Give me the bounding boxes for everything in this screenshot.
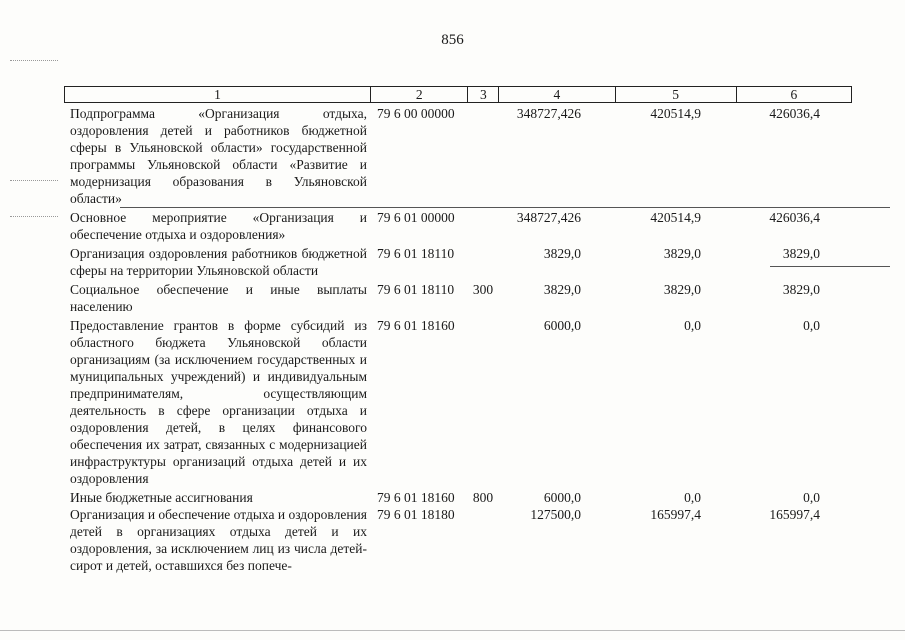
row-name: Основное мероприятие «Организация и обеспечение отдыха и оздоровления» <box>70 210 367 242</box>
table-row <box>64 245 852 279</box>
row-value-2021: 426036,4 <box>769 106 820 121</box>
row-type <box>468 105 498 207</box>
row-value-2020: 3829,0 <box>663 282 701 297</box>
row-value-2020: 165997,4 <box>650 507 701 522</box>
row-name: Организация и обеспечение отдыха и оздоровления детей в организациях отдыха детей и их оздоровления, за исключением лиц из числа детей-сирот и детей, оставшихся без попече- <box>70 507 367 573</box>
row-type <box>468 209 498 243</box>
row-code: 79 6 01 18180 <box>377 507 455 522</box>
row-value-2021: 0,0 <box>803 318 820 333</box>
row-value-2020: 420514,9 <box>650 106 701 121</box>
row-type: 800 <box>472 490 494 505</box>
table-row <box>64 506 852 574</box>
row-code: 79 6 01 18110 <box>377 246 455 261</box>
row-value-2021: 0,0 <box>803 490 820 505</box>
row-name: Иные бюджетные ассигнования <box>70 490 253 505</box>
scan-margin-mark <box>10 180 58 181</box>
scan-margin-mark <box>10 216 58 217</box>
table-row <box>64 281 852 315</box>
row-name: Предоставление грантов в форме субсидий из областного бюджета Ульяновской области организациям (за исключением государственных и муниципальных учреждений) и индивидуальным предпринимателям, осуществляющим деятельность в сфере организации отдыха и оздоровления детей, в целях финансового обеспечения их затрат, связанных с модернизацией инфраструктуры организаций отдыха детей и их оздоровления <box>70 318 367 486</box>
scan-divider <box>120 207 890 208</box>
table-header <box>64 86 852 103</box>
scan-divider <box>770 266 890 267</box>
row-code: 79 6 00 00000 <box>377 106 455 121</box>
row-name: Подпрограмма «Организация отдыха, оздоровления детей и работников бюджетной сферы в Ульяновской области» государственной программы Ульяновской области «Развитие и модернизация образования в Ульяновской области» <box>70 106 367 206</box>
row-value-2020: 0,0 <box>684 318 701 333</box>
row-value-2020: 0,0 <box>684 490 701 505</box>
row-type: 300 <box>472 282 494 297</box>
budget-table <box>64 86 852 574</box>
row-value-2019: 348727,426 <box>516 106 581 121</box>
header-col-1: 1 <box>65 87 371 102</box>
row-value-2019: 6000,0 <box>543 318 581 333</box>
header-col-5: 5 <box>616 87 737 102</box>
row-value-2019: 127500,0 <box>530 507 581 522</box>
row-value-2019: 6000,0 <box>543 490 581 505</box>
row-type <box>468 245 498 279</box>
table-row <box>64 209 852 243</box>
row-type <box>468 506 498 574</box>
row-value-2019: 3829,0 <box>543 246 581 261</box>
row-code: 79 6 01 18110 <box>377 282 455 297</box>
row-name: Организация оздоровления работников бюджетной сферы на территории Ульяновской области <box>70 246 367 278</box>
row-code: 79 6 01 18160 <box>377 318 455 333</box>
row-value-2019: 348727,426 <box>516 210 581 225</box>
table-row <box>64 317 852 487</box>
row-value-2019: 3829,0 <box>543 282 581 297</box>
row-value-2020: 420514,9 <box>650 210 701 225</box>
row-code: 79 6 01 00000 <box>377 210 455 225</box>
header-col-6: 6 <box>790 87 798 102</box>
row-value-2021: 426036,4 <box>769 210 820 225</box>
row-type <box>468 317 498 487</box>
table-row <box>64 489 852 506</box>
row-value-2020: 3829,0 <box>663 246 701 261</box>
page-number: 856 <box>441 32 464 48</box>
row-value-2021: 165997,4 <box>769 507 820 522</box>
scan-margin-mark <box>10 60 58 61</box>
row-value-2021: 3829,0 <box>782 282 820 297</box>
scan-bottom-edge <box>0 630 905 631</box>
row-code: 79 6 01 18160 <box>377 490 455 505</box>
header-col-3: 3 <box>468 87 499 102</box>
header-col-4: 4 <box>499 87 615 102</box>
row-name: Социальное обеспечение и иные выплаты населению <box>70 282 367 314</box>
table-row <box>64 105 852 207</box>
header-col-2: 2 <box>371 87 468 102</box>
row-value-2021: 3829,0 <box>782 246 820 261</box>
